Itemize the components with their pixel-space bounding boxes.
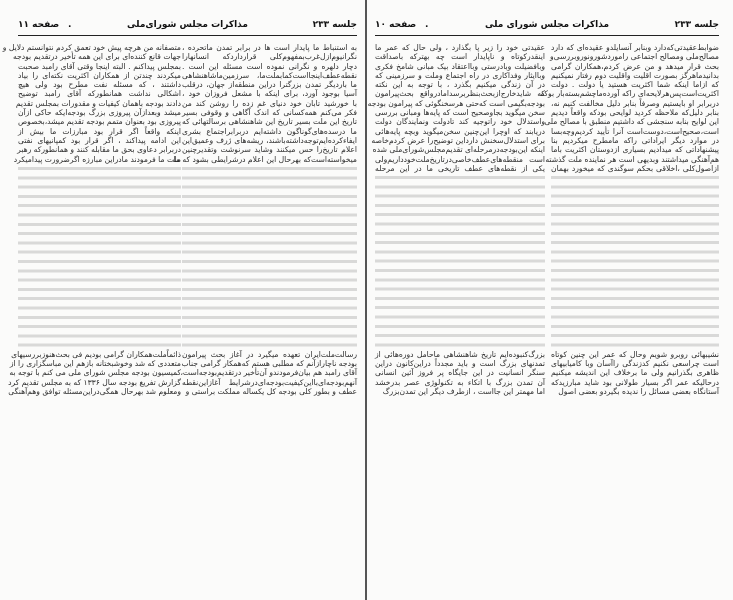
text-line: اینقدرکوتاه و ناپایدار است چه بهترکه باصداقت bbox=[375, 52, 545, 62]
text-line: میخواسته‌است‌که بهرحال این اعلام درشرایطی بشود که ما bbox=[173, 154, 357, 164]
header-mark: . bbox=[425, 20, 429, 30]
page-right bbox=[367, 0, 733, 600]
text-line: بمجلس پیداکنم . البته اینجا وقتی آقای رامبد صحبت bbox=[18, 61, 181, 71]
running-title: مذاکرات مجلس شورای‌ملی bbox=[127, 20, 248, 30]
text-line: بدانیدماهرگز بصورت اقلیت واقلیت دوم رفتار نمیکنیم bbox=[551, 70, 719, 80]
illegible-text-block bbox=[551, 173, 719, 350]
text-line: بودجه‌بگیمی است که‌حتی هرسخنگوئی که پیرامون بودجه bbox=[367, 98, 545, 108]
text-line: ظاهری بگذرانیم ولی ما برخلاف این اندیشه میکنیم bbox=[551, 368, 719, 378]
text-line: واستدلال خود راتوجیه کند تادولت ونمایندگان دولت bbox=[375, 117, 545, 127]
text-line: نشیبهائی روبرو شویم وحال که عمر این چنین کوتاه bbox=[551, 349, 719, 359]
text-line: آستانگاه بعضی مسائل را ندیده بگیردو بعضی اصول bbox=[558, 387, 719, 397]
text-line: میکردند چندتن از همکاران اکثریت نکته‌ای را بیاد bbox=[18, 70, 181, 80]
text-line: یکی از نقطه‌های عطف تاریخی ما در این مرحله bbox=[375, 163, 545, 173]
text-line: این ادامه پیداکند ، اگر قرار بود کمپانیهای نفتی bbox=[18, 135, 181, 145]
text-line: رسالت‌ملت‌ایران تعهده میگیرد در آغاز بحث پیرامون bbox=[182, 349, 357, 359]
text-line: عطف و بطور کلی بودجه کل یکساله مملکت براستی و bbox=[185, 387, 357, 397]
text-line: ایفاءکرده‌ایم‌توجه‌داشته‌باشند، ریشه‌های ژرف وعمیق‌این bbox=[182, 135, 357, 145]
text-line: بحث قرار میدهد و من عرض کردم،همکاران گرامی bbox=[551, 61, 719, 71]
text-line: دچار دلهره و نگرانی نموده است مسئله این است . bbox=[182, 61, 357, 71]
text-line: ذائماًملت‌همکاران گرامی بودیم فی بحث‌هنوزبررسیهای bbox=[11, 349, 181, 359]
text-line: با خورشید تابان خود دنیای غم زده را روشن کند من bbox=[182, 98, 357, 108]
illegible-text-block bbox=[18, 164, 181, 350]
running-title: مذاکرات مجلس شورای ملی bbox=[484, 20, 610, 30]
illegible-text-block bbox=[182, 164, 357, 350]
illegible-text-block bbox=[375, 173, 545, 350]
header-rule bbox=[375, 35, 719, 36]
text-column-left bbox=[367, 43, 545, 397]
text-line: جهات قانع کننده‌ای برای این همه تأخیر درتقدیم بودجه bbox=[12, 52, 181, 62]
text-column-right bbox=[173, 43, 357, 397]
text-line: مصالح‌ملی ومصالح اجتماعی راموردشورونوروبررسی‌و bbox=[550, 52, 719, 62]
text-line: ما بار‌دیگر تمدن بزرگترا دراین منطقه‌از جهان، درقلب bbox=[182, 80, 357, 90]
text-column-right bbox=[540, 43, 719, 397]
text-line: دادند بودجه باهمان کیفیات و مقدورات بمجلس تقدیم bbox=[15, 98, 181, 108]
text-line: ضوابط‌عقیدتی‌که‌دارد وبنابر آنسایلدو عقیده‌ای که دارد bbox=[551, 43, 719, 52]
text-line: ازاصول‌کلی ،اخلاقی بحکم سوگندی که میخورد بهمان bbox=[551, 163, 719, 173]
text-line: دریابند که اوچرا این‌چنین سخن‌میگوید وبچه پایه‌هائی bbox=[375, 126, 545, 136]
text-line: به استنباط ما پایدار است ها در برابر تمدن ماتحرده ، bbox=[182, 43, 357, 52]
text-line: در موارد دیگر ایراداتی راکه مامطرح میکردیم بنا bbox=[551, 135, 719, 145]
text-line: وبافضیلت وبادرستی وبااعتقاد بیک مبانی شامخ فکری bbox=[375, 61, 545, 71]
page-number: صفحه ۱۱ bbox=[18, 20, 60, 30]
text-line: ملت ما فرمودند ما‌دراین مبارزه اگرضرورت پیدامیکرد bbox=[13, 154, 181, 164]
page-number: صفحه ۱۰ bbox=[375, 20, 417, 30]
text-line: اکثریت‌است‌پس‌هرلایحه‌ای راکه آورده‌ماچشم‌بسته‌بار بوکه bbox=[540, 89, 719, 99]
text-line: تمدنهای بزرگ است و باید مجدداً دراین‌کانون دراین bbox=[375, 359, 545, 369]
text-line: متعددی که شد وخوشبختانه بازهم این مباسگزاری را از bbox=[9, 359, 181, 369]
session-number: جلسه ۲۳۳ bbox=[674, 20, 719, 30]
text-line: وباایثار وفداکاری در راه اجتماع وملت و سرزمینی که bbox=[375, 70, 545, 80]
session-number: جلسه ۲۳۳ bbox=[312, 20, 357, 30]
text-line: میشد وبعدازآن پیروزی بزرگ بودجه‌ایکه حاکی ازآن bbox=[18, 108, 181, 118]
text-line: تاریخ این ملت بسیر تاریخ این شاهنشاهی برسالتهائی که bbox=[182, 117, 357, 127]
header-mark: . bbox=[68, 20, 72, 30]
text-line: داشتند ، که مسئله نفت مطرح بود ولی هیچ bbox=[18, 80, 181, 90]
text-line: پیشنهاداتی که میدادیم بسیاری ازدوستان اکثریت باما bbox=[551, 145, 719, 155]
text-line: که ازاما اینکه شما اکثریت هستید یا دولت . دولت bbox=[551, 80, 719, 90]
text-line: فکر می‌کنم همه‌کسانی که اندک آگاهی و وقوفی بسیر bbox=[182, 108, 357, 118]
text-line: سخن میگوید بجاوصحیح است که پایه‌ها ومبانی بررسی bbox=[374, 108, 545, 118]
page-header bbox=[375, 20, 719, 34]
page-header bbox=[18, 20, 357, 34]
header-rule bbox=[18, 35, 357, 36]
text-line: برای استدلال‌سخنش دارد‌این توضیح‌را عرض کردم‌خاصه bbox=[371, 135, 545, 145]
text-line: دربرابر او بایستیم وصرفاً بنابر دلیل مخالفت کنیم نه، bbox=[551, 98, 719, 108]
text-line: است منقطه‌های‌عطف‌خاصی‌درتاریخ‌ملت‌خودداریم‌ولی bbox=[375, 154, 545, 164]
text-line: که شایدخارج‌ازبحث‌بنظربرسدامادرواقع بحث‌پیرامون bbox=[375, 89, 545, 99]
text-line: گزارش تفریغ بودجه سال ۱۳۳۶ که به مجلس تقدیم کرد bbox=[8, 377, 181, 387]
text-line: اینکه این‌بودجه‌درمرحله‌ای تقدیم‌مجلس‌شورای‌ملی شده bbox=[372, 145, 545, 155]
text-line: در آن زندگی میکنیم بگذرد ، با توجه به این نکته bbox=[375, 80, 545, 90]
text-line: بودجه ناچارازآنم که مطلبی هستم که‌همکار گرامی جناب bbox=[181, 359, 357, 369]
text-line: نگرانیوم‌ازل‌غرب‌بمفهوم‌کلی قرار‌دارد‌که انسانهارا bbox=[182, 52, 357, 62]
text-line: نقطه‌عطف‌اینجااست‌کما‌بملت‌ما، سرزمین‌ماشاهنشاهی bbox=[182, 70, 357, 80]
text-line: ومعلوم شد بهرحال همگی‌دراین‌مسئله توافق وهم‌آهنگی bbox=[8, 387, 181, 397]
text-line: دربرابر دعاوی بحق ما مقابله کنند و همانطورکه رهبر bbox=[17, 145, 181, 155]
text-line: آن تمدن بزرگ با اتکاء به تکنولوژی عصر بدرخشد bbox=[375, 377, 545, 387]
text-line: آنهم‌بودجه‌ای‌بااین‌کیفیت‌بودجه‌ای‌درشرایط آغاز‌این‌نقطه bbox=[182, 377, 357, 387]
text-line: بزرگ‌کنبوده‌ایم تاریخ شاهنشاهی ماحامل دوره‌هائی از bbox=[375, 349, 545, 359]
text-line: هم‌آهنگی میداشتند وبدیهی است هر نماینده ملت گذشته bbox=[545, 154, 719, 164]
text-line: عقیدتی خود را زیر پا بگذارد ، ولی حال که عمر ما bbox=[375, 43, 545, 52]
text-line: اشکالی نداشت همانطورکه آقای رامبد توضیح bbox=[18, 89, 181, 99]
text-line: بنابر دلیل‌که ملاحظه کردید لوایحی بودکه واقعاً دیدیم bbox=[551, 108, 719, 118]
page-left bbox=[0, 0, 365, 600]
text-line: اعلام تاریخ‌را حس میکنند وشاید سرنوشت وتقدیرچنین bbox=[182, 145, 357, 155]
text-line: اما مهمتر این جااست ، ازطرف دیگر این تمدن‌بزرگ bbox=[382, 387, 545, 397]
text-line: است،صحیح‌است،دوست‌است آنرا تأیید کردیم‌وچه‌بسا bbox=[551, 126, 719, 136]
text-line: کمیسیون بودجه مجلس شورای ملی می کنم با توجه به bbox=[9, 368, 181, 378]
text-line: درحالیکه عمر اگر بسیار طولانی بود شاید مبارزیدکه bbox=[551, 377, 719, 387]
text-line: پیروزی بود بعنوان متمم بودجه تقدیم میشد،بخصوص bbox=[18, 117, 181, 127]
text-line: آسیا بوجود آورد، برای اینکه با مشعل فروزان خود ، bbox=[182, 89, 357, 99]
text-line: اینکه واقعاً اگر قرار بود مبارزات ما بیش از bbox=[18, 126, 181, 136]
text-line: متصفانه من هرچه پیش خود تعمق کردم نتوانستم دلایل و bbox=[2, 43, 181, 52]
text-column-left bbox=[2, 43, 181, 397]
text-line: سنگر انسانیت در این جایگاه پر فروز آئین انسانی bbox=[375, 368, 545, 378]
text-line: این لوایح بنابه سنجشی که داشتیم منطبق با مصالح ملی bbox=[544, 117, 719, 127]
text-line: ما درسده‌های‌گوناگون داشته‌ایم دربرابراجتماع بشری bbox=[182, 126, 357, 136]
text-line: است چراسعی نکنیم کدزندگی راآسان وبا کامیابیهای bbox=[551, 359, 719, 369]
text-line: آقای رامبد هم بیان‌فرمودندو آن‌تأخیر درتقدیم‌بودجه‌است، bbox=[180, 368, 357, 378]
